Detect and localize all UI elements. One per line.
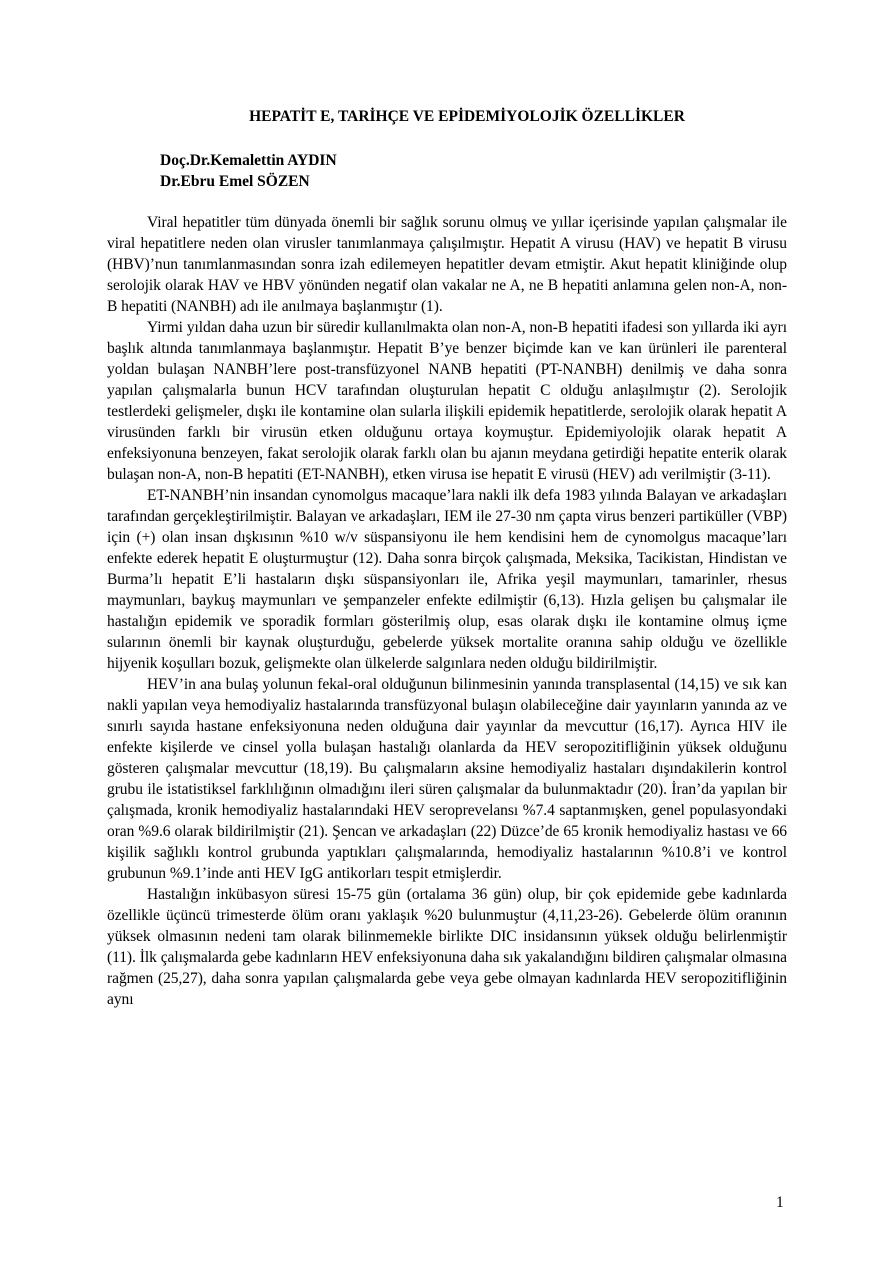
paragraph: Viral hepatitler tüm dünyada önemli bir sağlık sorunu olmuş ve yıllar içerisinde yapılan çalışmalar ile viral hepatitlere neden olan virusler tanımlanmaya çalışılmıştır. Hepatit A virusu (HAV) ve hepatit B virusu (HBV)’nun tanımlanmasından sonra izah edilemeyen hepatitler devam etmiştir. Akut hepatit kliniğinde olup serolojik olarak HAV ve HBV yönünden negatif olan vakalar ne A, ne B hepatiti anlamına gelen non-A, non-B hepatiti (NANBH) adı ile anılmaya başlanmıştır (1).	[107, 214, 787, 315]
author-name: Dr.Ebru Emel SÖZEN	[160, 173, 310, 190]
page-number: 1	[776, 1194, 784, 1211]
document-title: HEPATİT E, TARİHÇE VE EPİDEMİYOLOJİK ÖZELLİKLER	[249, 108, 685, 125]
paragraph: Yirmi yıldan daha uzun bir süredir kullanılmakta olan non-A, non-B hepatiti ifadesi son yıllarda iki ayrı başlık altında tanımlanmaya başlanmıştır. Hepatit B’ye benzer biçimde kan ve kan ürünleri ile parenteral yoldan bulaşan NANBH’lere post-transfüzyonel NANB hepatiti (PT-NANBH) denilmiş ve daha sonra yapılan çalışmalarla bunun HCV tarafından oluşturulan hepatit C olduğu anlaşılmıştır (2). Serolojik testlerdeki gelişmeler, dışkı ile kontamine olan sularla ilişkili epidemik hepatitlerde, serolojik olarak hepatit A virusünden farklı bir virusün etken olduğunu ortaya koymuştur. Epidemiyolojik olarak hepatit A enfeksiyonuna benzeyen, fakat serolojik olarak farklı olan bu ajanın meydana getirdiği hepatite enterik olarak bulaşan non-A, non-B hepatiti (ET-NANBH), etken virusa ise hepatit E virusü (HEV) adı verilmiştir (3-11).	[107, 319, 787, 483]
body-text	[107, 212, 787, 1010]
paragraph: ET-NANBH’nin insandan cynomolgus macaque’lara nakli ilk defa 1983 yılında Balayan ve arkadaşları tarafından gerçekleştirilmiştir. Balayan ve arkadaşları, IEM ile 27-30 nm çapta virus benzeri partiküller (VBP) için (+) olan insan dışkısının %10 w/v süspansiyonu ile hem kendisini hem de cynomolgus macaque’ları enfekte ederek hepatit E oluşturmuştur (12). Daha sonra birçok çalışmada, Meksika, Tacikistan, Hindistan ve Burma’lı hepatit E’li hastaların dışkı süspansiyonları ile, Afrika yeşil maymunları, tamarinler, rhesus maymunları, baykuş maymunları ve şempanzeler enfekte edilmiştir (6,13). Hızla gelişen bu çalışmalar ile hastalığın epidemik ve sporadik formları gösterilmiş olup, esas olarak dışkı ile kontamine olmuş içme sularının önemli bir kaynak oluşturduğu, gebelerde yüksek mortalite oranına sahip olduğu ve özellikle hijyenik koşulları bozuk, gelişmekte olan ülkelerde salgınlara neden olduğu bildirilmiştir.	[107, 487, 787, 672]
author-list	[107, 150, 787, 192]
author-name: Doç.Dr.Kemalettin AYDIN	[160, 152, 337, 169]
paragraph: HEV’in ana bulaş yolunun fekal-oral olduğunun bilinmesinin yanında transplasental (14,15) ve sık kan nakli yapılan veya hemodiyaliz hastalarında transfüzyonal bulaşın olabileceğine dair yayınların yanında az ve sınırlı sayıda hastane enfeksiyonuna neden olduğuna dair yayınlar da mevcuttur (16,17). Ayrıca HIV ile enfekte kişilerde ve cinsel yolla bulaşan hastalığı olanlarda da HEV seropozitifliğinin yüksek olduğunu gösteren çalışmalar mevcuttur (18,19). Bu çalışmaların aksine hemodiyaliz hastaları dışındakilerin kontrol grubu ile istatistiksel farklılığının olmadığını ileri süren çalışmalar da bulunmaktadır (20). İran’da yapılan bir çalışmada, kronik hemodiyaliz hastalarındaki HEV seroprevelansı %7.4 saptanmışken, genel populasyondaki oran %9.6 olarak bildirilmiştir (21). Şencan ve arkadaşları (22) Düzce’de 65 kronik hemodiyaliz hastası ve 66 kişilik sağlıklı kontrol grubunda yaptıkları çalışmalarında, hemodiyaliz hastalarının %10.8’i ve kontrol grubunun %9.1’inde anti HEV IgG antikorları tespit etmişlerdir.	[107, 676, 787, 882]
document-page	[107, 100, 787, 1010]
paragraph: Hastalığın inkübasyon süresi 15-75 gün (ortalama 36 gün) olup, bir çok epidemide gebe kadınlarda özellikle üçüncü trimesterde ölüm oranı yaklaşık %20 bulunmuştur (4,11,23-26). Gebelerde ölüm oranının yüksek olmasının nedeni tam olarak bilinmemekle birlikte DIC insidansının yüksek olduğu belirlenmiştir (11). İlk çalışmalarda gebe kadınların HEV enfeksiyonuna daha sık yakalandığını bildiren çalışmalar olmasına rağmen (25,27), daha sonra yapılan çalışmalarda gebe veya gebe olmayan kadınlarda HEV seropozitifliğinin aynı	[107, 886, 787, 1008]
